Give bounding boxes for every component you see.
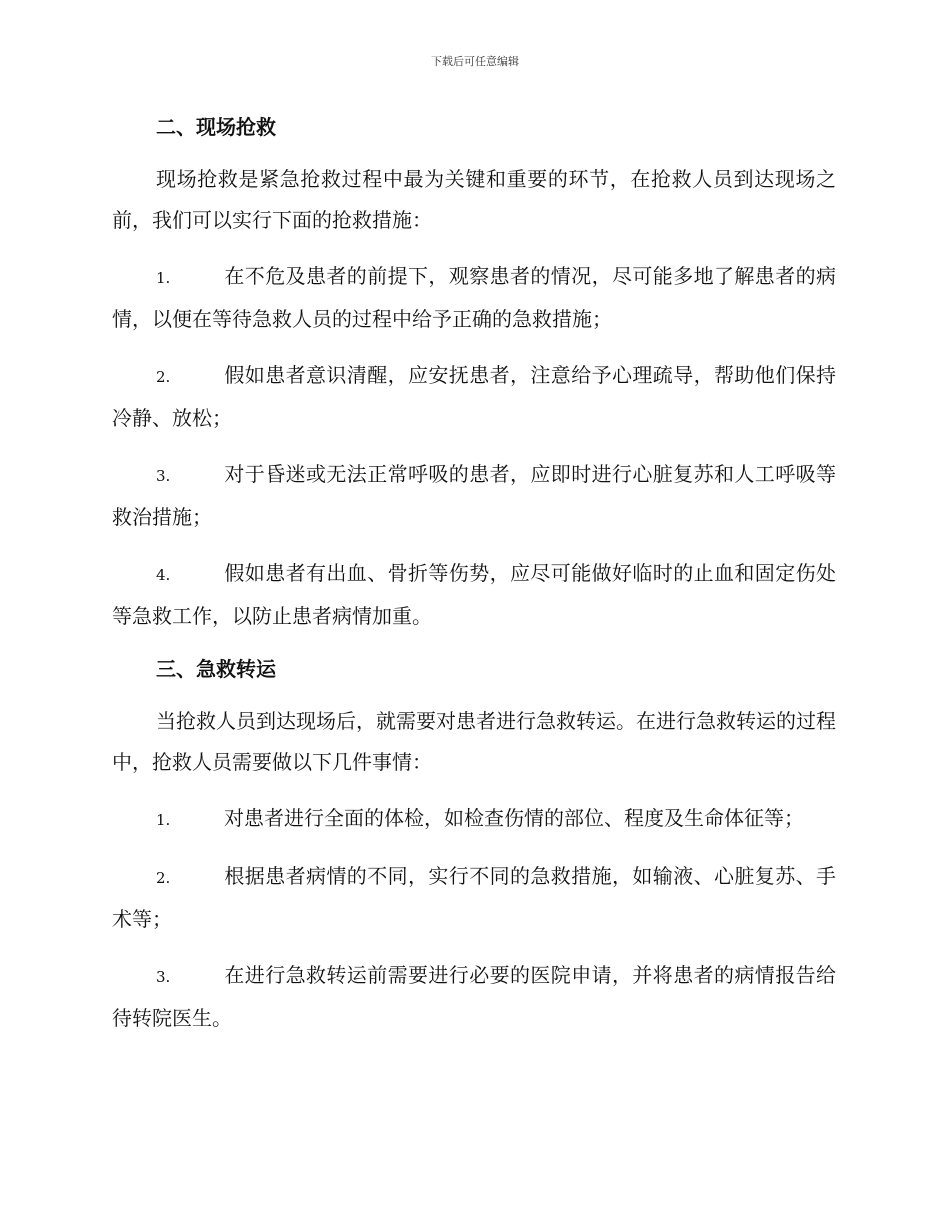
section-intro-paragraph: 现场抢救是紧急抢救过程中最为关键和重要的环节，在抢救人员到达现场之前，我们可以实行下面的抢救措施： [112, 167, 836, 232]
list-item [112, 454, 836, 538]
list-item-number: 2. [156, 869, 171, 887]
list-item-text: 在不危及患者的前提下，观察患者的情况，尽可能多地了解患者的病情，以便在等待急救人员的过程中给予正确的急救措施； [112, 264, 836, 331]
list-item [112, 256, 836, 340]
section-heading-emergency-transport: 三、急救转运 [156, 657, 276, 681]
list-item-number: 2. [156, 368, 171, 386]
list-item-text: 根据患者病情的不同，实行不同的急救措施，如输液、心脏复苏、手术等； [112, 864, 836, 931]
list-item-number: 3. [156, 467, 171, 485]
list-item-text: 对于昏迷或无法正常呼吸的患者，应即时进行心脏复苏和人工呼吸等救治措施； [112, 462, 836, 529]
list-item-number: 1. [156, 269, 171, 287]
list-item-text: 假如患者意识清醒，应安抚患者，注意给予心理疏导，帮助他们保持冷静、放松； [112, 363, 836, 430]
list-item-text: 对患者进行全面的体检，如检查伤情的部位、程度及生命体征等； [224, 806, 804, 830]
section-intro-paragraph: 当抢救人员到达现场后，就需要对患者进行急救转运。在进行急救转运的过程中，抢救人员需要做以下几件事情： [112, 709, 836, 774]
page-header-note: 下载后可任意编辑 [431, 55, 519, 68]
list-item-number: 3. [156, 968, 171, 986]
section-heading-onsite-rescue: 二、现场抢救 [156, 115, 276, 139]
list-item-number: 1. [156, 811, 171, 829]
list-item-text: 假如患者有出血、骨折等伤势，应尽可能做好临时的止血和固定伤处等急救工作，以防止患者病情加重。 [112, 561, 836, 628]
list-item [112, 955, 836, 1039]
list-item [112, 553, 836, 637]
list-item-text: 在进行急救转运前需要进行必要的医院申请，并将患者的病情报告给待转院医生。 [112, 963, 836, 1030]
list-item [112, 798, 836, 841]
list-item-number: 4. [156, 566, 171, 584]
document-body [112, 110, 836, 1039]
list-item [112, 355, 836, 439]
list-item [112, 856, 836, 940]
